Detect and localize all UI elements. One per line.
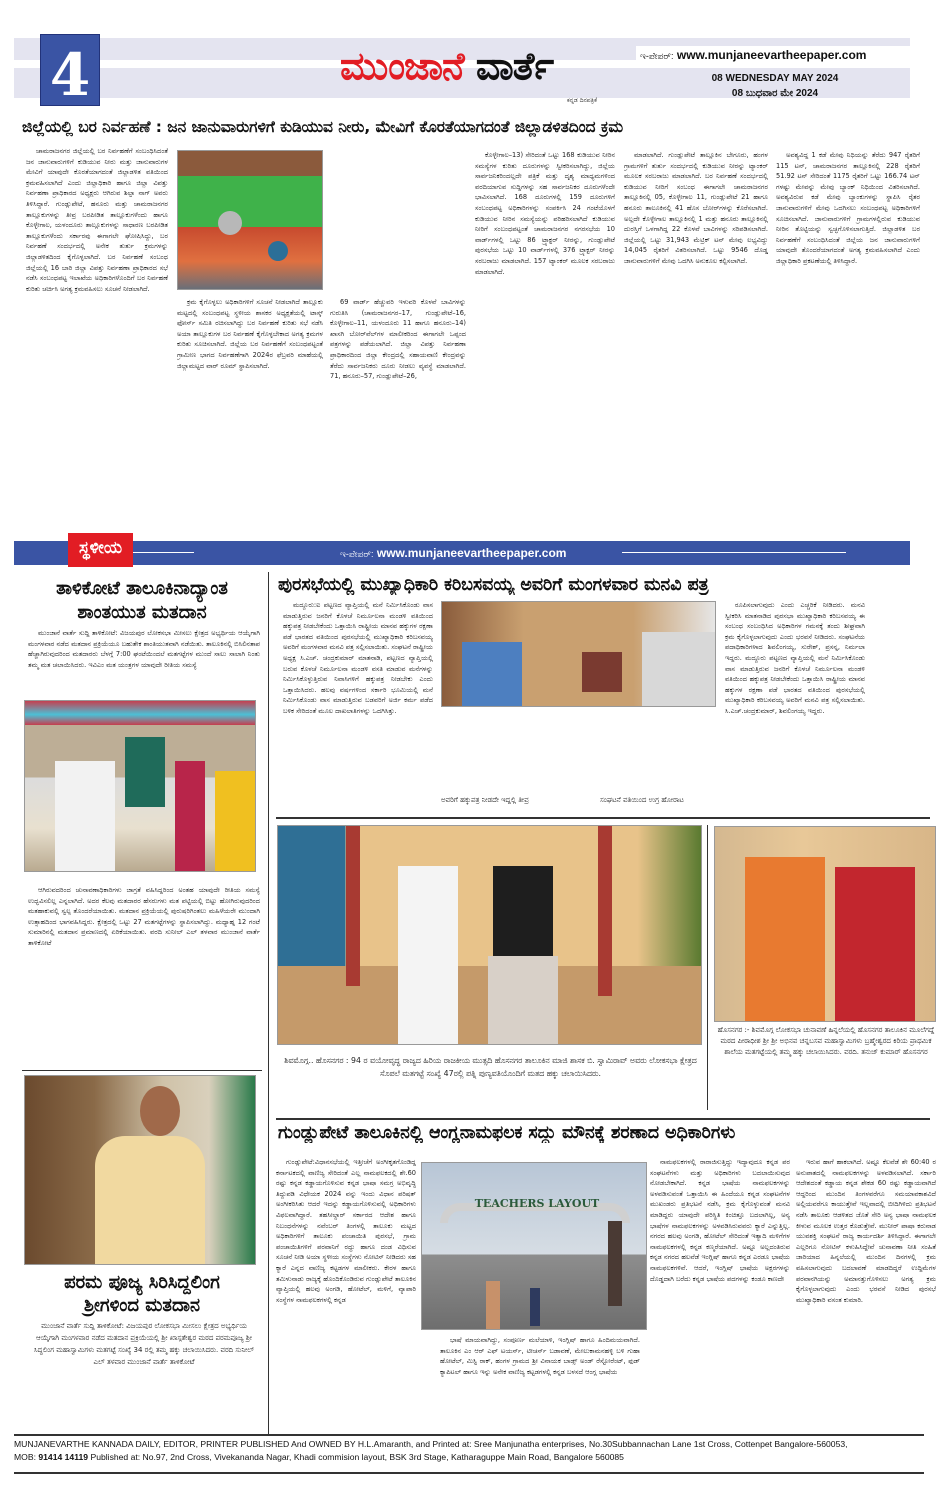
footer-rule-bottom <box>14 1472 924 1474</box>
hosanagara-caption: ಹೊಸನಗರ :- ಶಿವಮೊಗ್ಗ ಲೋಕಸಭಾ ಚುನಾವಣೆ ಹಿನ್ನಲೆಯಲ್ಲಿ ಹೊಸನಗರ ತಾಲೂಕಿನ ಮೂಲೆಗದ್ದೆ ಮಠದ ಪೀಠಾಧೀಶ ಶ್ರೀ ಶ್ರೀ ಅಭಿನವ ಚನ್ನಬಸವ ಮಹಾಸ್ವಾಮಿಗಳು ಬ್ರಹ್ಮೇಶ್ವರದ ಕಿರಿಯ ಪ್ರಾಥಮಿಕ ಶಾಲೆಯ ಮತಗಟ್ಟೆಯಲ್ಲಿ ತಮ್ಮ ಹಕ್ಕು ಚಲಾಯಿಸಿದರು. ವರದಿ. ತನುಜ್ ಕುಮಾರ್ ಹೊಸನಗರ <box>717 1026 935 1056</box>
gundlupete-column-2 <box>440 1335 640 1431</box>
lead-column-2 <box>177 297 323 528</box>
shivamogga-caption: ಶಿವಮೊಗ್ಗ.. ಹೊಸನಗರ : 94 ರ ವಯೋವೃದ್ಧ ರಾಜ್ಯದ ಹಿರಿಯ ರಾಜಕೀಯ ಮುತ್ಸದಿ ಹೊಸನಗರ ತಾಲೂಕಿನ ಮಾಜಿ ಶಾಸಕ ಬಿ. ಸ್ವಾಮಿರಾವ್ ಅವರು ಲೋಕಸಭಾ ಕ್ಷೇತ್ರದ ಸೊಪಲೆ ಮತಗಟ್ಟೆ ಸಂಖ್ಯೆ 47ರಲ್ಲಿ ಪತ್ನಿ ಪುಣ್ಯವತಿಯೊಂದಿಗೆ ಮತದ ಹಕ್ಕು ಚಲಾಯಿಸಿದರು. <box>284 1056 697 1078</box>
gundlupete-headline: ಗುಂಡ್ಲುಪೇಟೆ ತಾಲೂಕಿನಲ್ಲಿ ಆಂಗ್ಲನಾಮಫಲಕ ಸದ್ದು ಮೌನಕ್ಕೆ ಶರಣಾದ ಅಧಿಕಾರಿಗಳು <box>278 1123 736 1143</box>
youth-shape <box>493 866 553 966</box>
divider <box>276 817 930 819</box>
teachers-layout-arch-photo <box>421 1162 647 1330</box>
mob-label: MOB: <box>14 1452 36 1462</box>
lead-column-3 <box>330 297 466 528</box>
section-epaper-url: www.munjaneevartheepaper.com <box>376 546 567 560</box>
person-shape-3 <box>582 652 622 692</box>
band-gap <box>176 60 336 68</box>
footer-rule-top <box>14 1434 924 1436</box>
imprint-line-1: MUNJANEVARTHE KANNADA DAILY, EDITOR, PRINTER PUBLISHED And OWNED BY H.L.Amaranth, and Printed at: Sree Manjunatha enterprises, No.30Subbannachan Lane 1st Cross, Cottenpet Bangalore-560053, <box>14 1439 848 1449</box>
column-divider <box>268 572 269 1434</box>
epaper-url: www.munjaneevartheepaper.com <box>676 48 867 62</box>
person-shape-2 <box>215 771 255 871</box>
purasabhe-column-1 <box>283 600 433 800</box>
gundlupete-col2-text: ಭಾಷೆ ಮಾಯವಾಗಿದ್ದು, ಸಂಪೂರ್ಣ ಮಲೆಯಾಳಿ, ಇಂಗ್ಲಿಷ್ ಹಾಗೂ ಹಿಂದಿಮಯವಾಗಿದೆ. ತಾಲೂಕಿನ ಎಂ ಆರ್ ಎಫ್ ಟಯರ್ಸ್, ಟೀಚರ್ಸ್ ಬಡಾವಣೆ, ಮೇಲುಕಾಮನಹಳ್ಳಿ ಬಳಿ ಗುಹಾ ಹೋಟೆಲ್, ಮಿಸ್ಟಿ ರಾಕ್, ಹಂಗಳ ಗ್ರಾಮದ ಶ್ರೀ ವಿನಾಯಕ ಬಾಡ್ಸ್ ಅಂಡ್ ರೆಸ್ಟೋರೆಂಟ್, ಫುಡ್ ಕ್ಯಾಪಿಟಲ್ ಹಾಗೂ ಇನ್ನು ಅನೇಕ ವಾಣಿಜ್ಯ ಕಟ್ಟಡಗಳಲ್ಲಿ ಕನ್ನಡ ಬಳಸದೆ ಆಂಗ್ಲ ಭಾಷೆಯ <box>440 1336 640 1376</box>
gundlupete-col4-text: ಇರುವ ಹಾಗೆ ಹಾಕಲಾಗಿದೆ. ಅಷ್ಟೂ ಕೆಲವೆಡೆ ಶೇ 60:40 ರ ಅನುಪಾತದಲ್ಲಿ ನಾಮಫಲಕಗಳನ್ನು ಅಳವಡಿಸಲಾಗಿದೆ. ಸರ್ಕಾರಿ ಆದೇಶದಂತೆ ಕಡ್ಡಾಯ ಕನ್ನಡ ಶೇಕಡ 60 ರಷ್ಟು ಕಡ್ಡಾಯವಾಗಿದೆ ಆದ್ದರಿಂದ ಮುಂದಿನ ತಿಂಗಳವರೆಗೂ ಸಮಯಾವಕಾಶವಿದೆ ಅಲ್ಲಿಯವರೆಗೂ ಕಾಯುತ್ತೇವೆ ಇಲ್ಲವಾದಲ್ಲಿ ಬೀದಿಗಿಳಿದು ಪ್ರತಿಭಟನೆ ನಡೆಸಿ ತಾಲೂಕು ಆಡಳಿತದ ಜೊತೆ ಸೇರಿ ಅನ್ಯ ಭಾಷಾ ನಾಮಫಲಕ ಕೀಳುವ ಮೂಲಕ ಉತ್ತರ ಕೊಡುತ್ತೇವೆ. ಮುನೀರ್ ಪಾಷಾ ಕರುನಾಡ ಯುವಶಕ್ತಿ ಸಂಘಟನೆ ರಾಜ್ಯ ಕಾರ್ಯದರ್ಶಿ ತಿಳಿಸಿದ್ದಾರೆ. ಈಗಾಗಲೇ ಎಲ್ಲರಿಗೂ ನೋಟಿಸ್ ಕಳುಹಿಸಿದ್ದೇವೆ ಚುನಾವಣಾ ನೀತಿ ಸಂಹಿತೆ ಜಾರಿಯಾದ ಹಿನ್ನಲೆಯಲ್ಲಿ ಮುಂದಿನ ದಿನಗಳಲ್ಲಿ ಕ್ರಮ ವಹಿಸಲಾಗುವುದು ಬದಲಾವಣೆ ಮಾಡದಿದ್ದರೆ ಉದ್ದಿಮೆಗಳ ಪರವಾನಗಿಯನ್ನು ಅಮಾನತ್ತುಗೊಳಿಸಲು ಅಗತ್ಯ ಕ್ರಮ ಕೈಗೊಳ್ಳಲಾಗುವುದು ಎಂದು ಭರವಸೆ ನೀಡಿದ ಪುರಸಭೆ ಮುಖ್ಯಾಧಿಕಾರಿ ವಸಂತ ಕುಮಾರಿ. <box>796 1158 936 1304</box>
siddalinga-headline-2: ಶ್ರೀಗಳಿಂದ ಮತದಾನ <box>84 1295 200 1316</box>
purasabhe-column-2 <box>725 600 865 800</box>
wheelchair-shape <box>488 956 558 1045</box>
gate-pillar <box>486 1281 500 1330</box>
lead-col6-text: ಅವಶ್ಯವಿದ್ದ 1 ಕಡೆ ಮೇವು ನಿಧಿಯನ್ನು ತೆರೆದು 947 ರೈತರಿಗೆ 115 ಟನ್, ಚಾಮರಾಜನಗರ ತಾಲ್ಲೂಕಿನಲ್ಲಿ 228 ರೈತರಿಗೆ 51.92 ಟನ್ ಸೇರಿದಂತೆ 1175 ರೈತರಿಗೆ ಒಟ್ಟು 166.74 ಟನ್ ಗಳಷ್ಟು ಮೇವನ್ನು ಮೇವು ಬ್ಯಾಂಕ್ ನಿಧಿಯಿಂದ ವಿತರಿಸಲಾಗಿದೆ. ಅವಶ್ಯವಿರುವ ಕಡೆ ಮೇವು ಬ್ಯಾಂಕುಗಳನ್ನು ಸ್ಥಾಪಿಸಿ ರೈತರ ಜಾನುವಾರುಗಳಿಗೆ ಮೇವು ಒದಗಿಸಲು ಸಂಬಂಧಪಟ್ಟ ಅಧಿಕಾರಿಗಳಿಗೆ ಸೂಚಿಸಲಾಗಿದೆ. ಜಾನುವಾರುಗಳಿಗೆ ಗ್ರಾಮಗಳಲ್ಲಿರುವ ಕುಡಿಯುವ ನೀರಿನ ತೊಟ್ಟಿಯನ್ನು ಸ್ವಚ್ಛಗೊಳಿಸಲಾಗುತ್ತಿದೆ. ಜಿಲ್ಲಾಡಳಿತ ಬರ ನಿರ್ವಹಣೆಗೆ ಸಂಬಂಧಿಸಿದಂತೆ ಜಿಲ್ಲೆಯ ಜನ ಜಾನುವಾರುಗಳಿಗೆ ಯಾವುದೇ ತೊಂದರೆಯಾಗದಂತೆ ಅಗತ್ಯ ಕ್ರಮವಹಿಸಲಾಗಿದೆ ಎಂದು ಜಿಲ್ಲಾಧಿಕಾರಿ ಪ್ರಕಟಣೆಯಲ್ಲಿ ತಿಳಿಸಿದ್ದಾರೆ. <box>776 151 920 265</box>
memorandum-handover-photo <box>441 601 716 707</box>
lead-col5-text: ಮಾಡಲಾಗಿದೆ. ಗುಂಡ್ಲುಪೇಟೆ ತಾಲ್ಲೂಕಿನ ಬೇಗೂರು, ಹಂಗಳ ಗ್ರಾಮಗಳಿಗೆ ತುರ್ತು ಸಂದರ್ಭದಲ್ಲಿ ಕುಡಿಯುವ ನೀರನ್ನು ಟ್ಯಾಂಕರ್ ಮೂಲಕ ಸರಬರಾಜು ಮಾಡಲಾಗಿದೆ. ಬರ ನಿರ್ವಹಣೆ ಸಂದರ್ಭದಲ್ಲಿ ಕುಡಿಯುವ ನೀರಿಗೆ ಸಂಬಂಧ ಈಗಾಗಲೇ ಚಾಮರಾಜನಗರ ತಾಲ್ಲೂಕಿನಲ್ಲಿ 05, ಕೊಳ್ಳೇಗಾಲ 11, ಗುಂಡ್ಲುಪೇಟೆ 21 ಹಾಗೂ ಹನೂರು ತಾಲೂಕಿನಲ್ಲಿ 41 ಹೊಸ ಬೋರ್‌ಗಳನ್ನು ಕೊರೆಸಲಾಗಿದೆ. ಅಲ್ಲದೇ ಕೊಳ್ಳೇಗಾಲ ತಾಲ್ಲೂಕಿನಲ್ಲಿ 1 ಮತ್ತು ಹನೂರು ತಾಲ್ಲೂಕಿನಲ್ಲಿ ದುರಸ್ತಿಗೆ ಒಳಗಾಗಿದ್ದ 22 ಕೊಳವೆ ಬಾವಿಗಳನ್ನು ಸರಿಪಡಿಸಲಾಗಿದೆ. ಜಿಲ್ಲೆಯಲ್ಲಿ ಒಟ್ಟು 31,943 ಮೆಟ್ರಿಕ್ ಟನ್ ಮೇವು ಲಭ್ಯವಿದ್ದು 14,045 ರೈತರಿಗೆ ವಿತರಿಸಲಾಗಿದೆ. ಒಟ್ಟು 9546 ದೊಡ್ಡ ಜಾನುವಾರುಗಳಿಗೆ ಮೇವು ಒದಗಿಸಿ ಅನುಕೂಲ ಕಲ್ಪಿಸಲಾಗಿದೆ. <box>624 151 768 265</box>
pot-shape-2 <box>268 241 288 261</box>
masthead-tagline: ಕನ್ನಡ ದಿನಪತ್ರಿಕೆ <box>567 97 598 104</box>
siddalinga-body-text: ಮುಂಜಾನೆ ವಾರ್ತೆ ಸುದ್ದಿ ತಾಳಿಕೋಟೆ: ವಿಜಯಪುರ ಲೋಕಸಭಾ ಮೀಸಲು ಕ್ಷೇತ್ರದ ಅಭ್ಯರ್ಥಿಯ ಆಯ್ಕೆಗಾಗಿ ಮಂಗಳವಾರ ನಡೆದ ಮತದಾನ ಪ್ರಕ್ರಿಯೆಯಲ್ಲಿ ಶ್ರೀ ಖಾಸ್ಗತೇಶ್ವರ ಮಠದ ಪರಮಪೂಜ್ಯ ಶ್ರೀ ಸಿದ್ಧಲಿಂಗ ಮಹಾಸ್ವಾಮಿಗಳು ಮತಗಟ್ಟೆ ಸಂಖ್ಯೆ 34 ರಲ್ಲಿ ತಮ್ಮ ಹಕ್ಕು ಚಲಾಯಿಸಿದರು. ವರದಿ ಸುನೀಲ್ ಎಲ್ ತಳವಾರ ಮುಂಜಾನೆ ವಾರ್ತೆ ತಾಳಿಕೋಟೆ <box>33 1322 255 1366</box>
purasabhe-caption-left: ಅವರಿಗೆ ಹಕ್ಕುಪತ್ರ ನೀಡದೇ ಇದ್ದಲ್ಲಿ ತೀವ್ರ <box>441 796 529 804</box>
lead-column-5 <box>624 150 768 528</box>
siddalinga-body <box>30 1320 258 1420</box>
talikote-body <box>28 885 260 1061</box>
doorway-shape <box>125 737 165 807</box>
date-english: 08 WEDNESDAY MAY 2024 <box>711 73 839 84</box>
talikote-headline-2: ಶಾಂತಯುತ ಮತದಾನ <box>77 602 207 623</box>
lead-col4-text: ಕೊಳ್ಳೇಗಾಲ–13) ಸೇರಿದಂತೆ ಒಟ್ಟು 168 ಕುಡಿಯುವ ನೀರಿನ ಸಮಸ್ಯೆಗಳ ಕುರಿತು ದೂರುಗಳನ್ನು ಸ್ವೀಕರಿಸಲಾಗಿದ್ದು, ಜಿಲ್ಲೆಯ ಸಾರ್ವಜನಿಕರಿಂದಲ್ಲದೇ ಪತ್ರಿಕೆ ಮತ್ತು ದೃಶ್ಯ ಮಾಧ್ಯಮಗಳಿಂದ ವರದಿಯಾಗುವ ಸುದ್ದಿಗಳನ್ನು ಸಹ ಸಾರ್ವಜನಿಕರ ದೂರುಗಳೆಂದೇ ಭಾವಿಸಲಾಗಿದೆ. 168 ದೂರುಗಳಲ್ಲಿ 159 ದೂರುಗಳಿಗೆ ಸಂಬಂಧಪಟ್ಟ ಅಧಿಕಾರಿಗಳನ್ನು ಸಂಪರ್ಕಿಸಿ 24 ಗಂಟೆಯೊಳಗೆ ಕುಡಿಯುವ ನೀರಿನ ಸಮಸ್ಯೆಯನ್ನು ಪರಿಹರಿಸಲಾಗಿದೆ ಕುಡಿಯುವ ನೀರಿಗೆ ಸಂಬಂಧಪಟ್ಟಂತೆ ಚಾಮರಾಜನಗರ ನಗರಸಭೆಯ 10 ವಾರ್ಡ್‌ಗಳಲ್ಲಿ ಒಟ್ಟು 86 ಟ್ರ್ಯಾಕ್ಟರ್ ನೀರನ್ನು, ಗುಂಡ್ಲುಪೇಟೆ ಪುರಸಭೆಯ ಒಟ್ಟು 10 ವಾರ್ಡ್‌ಗಳಲ್ಲಿ 376 ಟ್ರ್ಯಾಕ್ಟರ್ ನೀರನ್ನು ಸರಬರಾಜು ಮಾಡಲಾಗಿದೆ. 157 ಟ್ಯಾಂಕರ್ ಮೂಲಕ ಸರಬರಾಜು ಮಾಡಲಾಗಿದೆ. <box>475 151 615 276</box>
talikote-body-text: ಆಗಿರುವದರಿಂದ ಚುನಾವಣಾಧಿಕಾರಿಗಳು ಜಾಗ್ರತೆ ವಹಿಸಿದ್ದರಿಂದ ಅಂತಹ ಯಾವುದೇ ರೀತಿಯ ಸಮಸ್ಯೆ ಉದ್ಭವಿಸಲಿಲ್ಲ ಎನ್ನಲಾಗಿದೆ. ಅದರ ಕೆಲವು ಮತದಾರರ ಹೆಸರುಗಳು ಮತ ಪಟ್ಟಿಯಲ್ಲಿ ಬಿಟ್ಟು ಹೋಗಿರುವುದರಿಂದ ಮತಹಾಕುವಲ್ಲಿ ಸ್ವಲ್ಪ ತೊಂದರೆಯಾಯಿತು. ಮತದಾನ ಪ್ರಕ್ರಿಯೆಯಲ್ಲಿ ಪುರುಷರಿಗಿಂತಲು ಮಹಿಳೆಯರೇ ಮುಂದಾಗಿ ಉತ್ಸಾಹದಿಂದ ಭಾಗವಹಿಸಿದ್ದರು. ಕ್ಷೇತ್ರದಲ್ಲಿ ಒಟ್ಟು 27 ಮತಗಟ್ಟೆಗಳನ್ನು ಸ್ಥಾಪಿಸಲಾಗಿದ್ದು. ಮಧ್ಯಾಹ್ನ 12 ಗಂಟೆ ಸುಮಾರಿನಲ್ಲಿ ಮತದಾನ ಪ್ರಮಾಣದಲ್ಲಿ ಏರಿಕೆಯಾಯಿತು. ವರದಿ ಸುನೀಲ್ ಎಲ್ ತಳವಾರ ಮುಂಜಾನೆ ವಾರ್ತೆ ತಾಳಿಕೋಟೆ <box>28 886 260 947</box>
date-kannada: 08 ಬುಧವಾರ ಮೇ 2024 <box>731 88 819 99</box>
gundlupete-column-3 <box>650 1157 790 1429</box>
lead-column-6 <box>776 150 920 528</box>
person-shape <box>175 761 205 871</box>
imprint-footer <box>14 1438 934 1464</box>
logo-part-1: ಮುಂಜಾನೆ <box>340 44 464 88</box>
bar-line-right <box>622 552 846 553</box>
person-shape <box>835 867 915 1022</box>
swamiji-shape <box>745 857 825 1022</box>
person-shape-2 <box>642 632 716 707</box>
lead-col3-text: 69 ವಾರ್ಡ್ ಹೆಚ್ಚುವರಿ ಇಳುವರಿ ಕೊಳವೆ ಬಾವಿಗಳನ್ನು ಗುರುತಿಸಿ (ಚಾಮರಾಜನಗರ–17, ಗುಂಡ್ಲುಪೇಟೆ–16, ಕೊಳ್ಳೇಗಾಲ–11, ಯಳಂದೂರು 11 ಹಾಗೂ ಹನೂರು–14) ಖಾಸಗಿ ಬೋರ್‌ವೆಲ್‌ಗಳ ಮಾಲೀಕರಿಂದ ಈಗಾಗಲೇ ಒಪ್ಪಂದ ಪತ್ರಗಳನ್ನು ಪಡೆಯಲಾಗಿದೆ. ಜಿಲ್ಲಾ ವಿಪತ್ತು ನಿರ್ವಹಣಾ ಪ್ರಾಧಿಕಾರದಿಂದ ಜಿಲ್ಲಾ ಕೇಂದ್ರದಲ್ಲಿ ಸಹಾಯವಾಣಿ ಕೇಂದ್ರವನ್ನು ತೆರೆದು ಸಾರ್ವಜನಿಕರು ದೂರು ನೀಡಲು ವ್ಯವಸ್ಥೆ ಮಾಡಲಾಗಿದೆ. 71, ಹನೂರು–57, ಗುಂಡ್ಲುಪೇಟೆ–26, <box>330 298 466 381</box>
section-epaper-label: ಇ-ಪೇಪರ್: <box>340 549 374 559</box>
lead-column-4 <box>475 150 615 528</box>
lead-col1-text: ಚಾಮರಾಜನಗರ ಜಿಲ್ಲೆಯಲ್ಲಿ ಬರ ನಿರ್ವಹಣೆಗೆ ಸಂಬಂಧಿಸಿದಂತೆ ಜನ ಜಾನುವಾರುಗಳಿಗೆ ಕುಡಿಯುವ ನೀರು ಮತ್ತು ಜಾನುವಾರುಗಳ ಮೇವಿಗೆ ಯಾವುದೇ ಕೊರತೆಯಾಗದಂತೆ ಜಿಲ್ಲಾಡಳಿತ ವತಿಯಿಂದ ಕ್ರಮವಹಿಸಲಾಗಿದೆ ಎಂದು ಜಿಲ್ಲಾಧಿಕಾರಿ ಹಾಗೂ ಜಿಲ್ಲಾ ವಿಪತ್ತು ನಿರ್ವಹಣಾ ಪ್ರಾಧಿಕಾರದ ಅಧ್ಯಕ್ಷರು ಆಗಿರುವ ಶಿಲ್ಪಾ ನಾಗ್ ಅವರು ತಿಳಿಸಿದ್ದಾರೆ. ಗುಂಡ್ಲುಪೇಟೆ, ಹನೂರು ಮತ್ತು ಚಾಮರಾಜನಗರ ತಾಲ್ಲೂಕುಗಳನ್ನು ತೀವ್ರ ಬರಪೀಡಿತ ತಾಲ್ಲೂಕುಗಳೆಂದು ಹಾಗೂ ಕೊಳ್ಳೇಗಾಲ, ಯಳಂದೂರು ತಾಲ್ಲೂಕುಗಳನ್ನು ಸಾಧಾರಣ ಬರಪೀಡಿತ ತಾಲ್ಲೂಕುಗಳೆಂದು ಸರ್ಕಾರವು ಈಗಾಗಲೇ ಘೋಷಿಸಿದ್ದು, ಬರ ನಿರ್ವಹಣೆ ಸಂದರ್ಭದಲ್ಲಿ ಅನೇಕ ತುರ್ತು ಕ್ರಮಗಳನ್ನು ಜಿಲ್ಲಾಡಳಿತದಿಂದ ಕೈಗೊಳ್ಳಲಾಗಿದೆ. ಬರ ನಿರ್ವಹಣೆ ಸಂಬಂಧ ಜಿಲ್ಲೆಯಲ್ಲಿ 16 ಬಾರಿ ಜಿಲ್ಲಾ ವಿಪತ್ತು ನಿರ್ವಹಣಾ ಪ್ರಾಧಿಕಾರದ ಸಭೆ ನಡೆಸಿ ಸಂಬಂಧಪಟ್ಟ ಇಲಾಖೆಯ ಅಧಿಕಾರಿಗಳೊಂದಿಗೆ ಬರ ನಿರ್ವಹಣೆ ಕುರಿತು ಚರ್ಚಿಸಿ ಅಗತ್ಯ ಕ್ರಮವಹಿಸಲು ಸೂಚನೆ ನೀಡಲಾಗಿದೆ. <box>26 147 168 293</box>
lead-headline: ಜಿಲ್ಲೆಯಲ್ಲಿ ಬರ ನಿರ್ವಹಣೆ : ಜನ ಜಾನುವಾರುಗಳಿಗೆ ಕುಡಿಯುವ ನೀರು, ಮೇವಿಗೆ ಕೊರತೆಯಾಗದಂತೆ ಜಿಲ್ಲಾಡಳಿತದಿಂದ ಕ್ರಮ <box>22 118 624 136</box>
masthead-epaper-link[interactable] <box>636 46 910 64</box>
section-label-local: ಸ್ಥಳೀಯ <box>68 533 133 567</box>
arch-sign-text: TEACHERS LAYOUT <box>474 1197 600 1210</box>
section-epaper-link[interactable] <box>340 546 566 560</box>
pot-shape <box>218 211 242 235</box>
gundlupete-col3-text: ನಾಮಫಲಕಗಳಲ್ಲಿ ರಾರಾಜಿಸುತ್ತಿದ್ದು ಇದ್ಯಾವುದೂ ಕನ್ನಡ ಪರ ಸಂಘಟನೆಗಳು ಮತ್ತು ಅಧಿಕಾರಿಗಳು ಬದಲಾಯಿಸುವುದ ನೋಡಬೇಕಾಗಿದೆ. ಕನ್ನಡ ಭಾಷೆಯ ನಾಮಫಲಕಗಳನ್ನು ಅಳವಡಿಸುವಂತೆ ಒತ್ತಾಯಿಸಿ ಈ ಹಿಂದೆಯೂ ಕನ್ನಡ ಸಂಘಟನೆಗಳ ಮುಖಂಡರು ಪ್ರತಿಭಟನೆ ನಡೆಸಿ, ಕ್ರಮ ಕೈಗೊಳ್ಳುವಂತೆ ಮನವಿ ಮಾಡಿದ್ದರು ಯಾವುದೇ ಪರಿಸ್ಥಿತಿ ಕಿಂಚಿತ್ತೂ ಬದಲಾಗಿಲ್ಲ, ಅನ್ಯ ಭಾಷೆಗಳ ನಾಮಫಲಕಗಳನ್ನು ಅಳವಡಿಸಿರುವವರು ಕ್ಯಾರೆ ಎನ್ನುತ್ತಿಲ್ಲ. ನಗರದ ಹಲವು ಅಂಗಡಿ, ಹೋಟೆಲ್ ಸೇರಿದಂತೆ ಇತ್ಯಾದಿ ಮಳಿಗೆಗಳ ನಾಮಫಲಕಗಳಲ್ಲಿ ಕನ್ನಡ ಕಣ್ಮರೆಯಾಗಿದೆ. ಅಷ್ಟೂ ಅಲ್ಲದಂತಿರುವ ಕನ್ನಡ ನಗರದ ಹಲವೆಡೆ ಇಂಗ್ಲಿಷ್ ಹಾಗೂ ಕನ್ನಡ ಎರಡೂ ಭಾಷೆಯ ನಾಮಫಲಕಗಳಿವೆ. ಆದರೆ, ಇಂಗ್ಲಿಷ್ ಭಾಷೆಯ ಅಕ್ಷರಗಳನ್ನು ದೊಡ್ಡದಾಗಿ ಬರೆದು ಕನ್ನಡ ಭಾಷೆಯ ಪದಗಳನ್ನು ಕಂಡೂ ಕಾಣದೇ <box>650 1158 790 1283</box>
arch-pillar <box>608 1221 622 1306</box>
siddalinga-headline-1: ಪರಮ ಪೂಜ್ಯ ಸಿರಿಸಿದ್ದಲಿಂಗ <box>64 1272 220 1293</box>
column-divider <box>707 825 708 1110</box>
gundlupete-column-1 <box>276 1157 416 1429</box>
page-number-badge: 4 <box>40 34 100 106</box>
person-shape-3 <box>55 761 115 871</box>
epaper-label: ಇ-ಪೇಪರ್: <box>640 51 674 61</box>
purasabhe-col2-text: ರೂಪಿಸಲಾಗುವುದು ಎಂದು ಎಚ್ಚರಿಕೆ ನೀಡಿದರು. ಮನವಿ ಸ್ವೀಕರಿಸಿ ಮಾತನಾಡಿದ ಪುರಸಭಾ ಮುಖ್ಯಾಧಿಕಾರಿ ಕರಿಬಸವಯ್ಯ ಈ ಸಂಬಂಧ ಸಂಬಂಧಿಸಿದ ಅಧಿಕಾರಿಗಳ ಗಮನಕ್ಕೆ ತಂದು ಶೀಘ್ರವಾಗಿ ಕ್ರಮ ಕೈಗೊಳ್ಳಲಾಗುವುದು ಎಂದು ಭರವಸೆ ನೀಡಿದರು. ಸಂಘಟನೆಯ ಪದಾಧಿಕಾರಿಗಳಾದ ಶಿವಲಿಂಗಯ್ಯ, ಸುರೇಶ್, ಪ್ರಸನ್ನ, ನಿರ್ಮಲಾ ಇದ್ದರು. ಮದ್ದೂರು ಪಟ್ಟಣದ ವ್ಯಾಪ್ತಿಯಲ್ಲಿ ಮನೆ ನಿರ್ಮಿಸಿಕೊಂಡು ವಾಸ ಮಾಡುತ್ತಿರುವ ಜನರಿಗೆ ಕೊಳಚೆ ನಿರ್ಮೂಲನಾ ಮಂಡಳಿ ವತಿಯಿಂದ ಹಕ್ಕುಪತ್ರ ನೀಡಬೇಕೆಂದು ಒತ್ತಾಯಿಸಿ ರಾಷ್ಟ್ರೀಯ ಮಾನವ ಹಕ್ಕುಗಳ ರಕ್ಷಣಾ ಪಡೆ ಭಾರತದ ವತಿಯಿಂದ ಪುರಸಭೆಯಲ್ಲಿ ಮುಖ್ಯಾಧಿಕಾರಿ ಕರಿಬಸವಯ್ಯ ಅವರಿಗೆ ಮನವಿ ಪತ್ರ ಸಲ್ಲಿಸಲಾಯಿತು. ಸಿ.ಎಚ್.ಚಂದ್ರಕುಮಾರ್, ಶಿವಲಿಂಗಯ್ಯ ಇದ್ದರು. <box>725 601 865 715</box>
gundlupete-col1-text: ಗುಂಡ್ಲುಪೇಟೆ:ವಿಧಾನಸಭೆಯಲ್ಲಿ ಇತ್ತೀಚೆಗೆ ಅಂಗೀಕೃತಗೊಂಡಿದ್ದ ಕರ್ನಾಟಕದಲ್ಲಿ ವಾಣಿಜ್ಯ ಸೇರಿದಂತೆ ಎಲ್ಲ ನಾಮಫಲಕದಲ್ಲಿ ಶೇ.60 ರಷ್ಟು ಕನ್ನಡ ಕಡ್ಡಾಯಗೊಳಿಸುವ ಕನ್ನಡ ಭಾಷಾ ಸಮಗ್ರ ಅಭಿವೃದ್ಧಿ ತಿದ್ದುಪಡಿ ವಿಧೇಯಕ 2024 ವನ್ನು ಇಂದು ವಿಧಾನ ಪರಿಷತ್ ಅಂಗೀಕರಿಸಿತು ಆದರೆ ಇದನ್ನು ಕಡ್ಡಾಯಗೊಳಿಸುವಲ್ಲಿ ಅಧಿಕಾರಿಗಳು ವಿಫಲವಾಗಿದ್ದಾರೆ. ತಹಸೀಲ್ದಾರ್ ಸರ್ಕಾರದ ಆದೇಶ ಹಾಗೂ ನಿಬಂಧನೆಗಳನ್ನು ನವೆಂಬರ್ ತಿಂಗಳಲ್ಲಿ ತಾಲೂಕು ಮಟ್ಟದ ಅಧಿಕಾರಿಗಳಿಗೆ ತಾಲೂಕು ಪಂಚಾಯಿತಿ ಪುರಸಭೆ, ಗ್ರಾಮ ಪಂಚಾಯಿತಿಗಳಿಗೆ ಪರವಾನಿಗೆ ರದ್ದು ಹಾಗೂ ದಂಡ ವಿಧಿಸುವ ಸೂಚನೆ ನೀಡಿ ಅಯಾ ಸ್ಥಳೀಯ ಸಂಸ್ಥೆಗಳು ನೋಟಿಸ್ ನೀಡಿದರು ಸಹ ಕ್ಯಾರೆ ಎನ್ನದ ವಾಣಿಜ್ಯ ಕಟ್ಟಡಗಳ ಮಾಲೀಕರು. ಕೇರಳ ಹಾಗೂ ತಮಿಳುನಾಡು ರಾಜ್ಯಕ್ಕೆ ಹೊಂದಿಕೊಂಡಿರುವ ಗುಂಡ್ಲುಪೇಟೆ ತಾಲೂಕಿನ ವ್ಯಾಪ್ತಿಯಲ್ಲಿ ಹಲವು ಅಂಗಡಿ, ಹೋಟೆಲ್, ಮಳಿಗೆ, ವ್ಯಾಪಾರಿ ಸಂಸ್ಥೆಗಳ ನಾಮಫಲಕಗಳಲ್ಲಿ ಕನ್ನಡ <box>276 1158 416 1304</box>
gundlupete-column-4 <box>796 1157 936 1429</box>
imprint-line-2-wrap <box>14 1451 934 1464</box>
imprint-line-2: Published at: No.97, 2nd Cross, Vivekananda Nagar, Khadi commision layout, BSK 3rd Stage, Katharaguppe Main Road, Bangalore 560085 <box>90 1452 624 1462</box>
shawl-shape <box>95 1136 205 1265</box>
person-shape <box>530 1288 540 1326</box>
pillar-shape-2 <box>598 826 612 996</box>
elder-shape <box>398 866 458 1045</box>
face-shape <box>140 1086 180 1136</box>
lead-column-1 <box>26 146 168 528</box>
mob-number: 91414 14119 <box>38 1452 89 1462</box>
purasabhe-headline: ಪುರಸಭೆಯಲ್ಲಿ ಮುಖ್ಯಾಧಿಕಾರಿ ಕರಿಬಸವಯ್ಯ ಅವರಿಗೆ ಮಂಗಳವಾರ ಮನವಿ ಪತ್ರ <box>278 575 709 595</box>
lead-col2-text: ಕ್ರಮ ಕೈಗೊಳ್ಳಲು ಅಧಿಕಾರಿಗಳಿಗೆ ಸೂಚನೆ ನೀಡಲಾಗಿದೆ ತಾಲ್ಲೂಕು ಮಟ್ಟದಲ್ಲಿ ಸಂಬಂಧಪಟ್ಟ ಸ್ಥಳೀಯ ಶಾಸಕರ ಅಧ್ಯಕ್ಷತೆಯಲ್ಲಿ ಟಾಸ್ಕ್ ಫೋರ್ಸ್ ಸಮಿತಿ ರಚಿಸಲಾಗಿದ್ದು ಬರ ನಿರ್ವಹಣೆ ಕುರಿತು ಸಭೆ ನಡೆಸಿ ಅಯಾ ತಾಲ್ಲೂಕುಗಳ ಬರ ನಿರ್ವಹಣೆ ಕೈಗೊಳ್ಳಬೇಕಾದ ಅಗತ್ಯ ಕ್ರಮಗಳ ಕುರಿತು ಸೂಚಿಸಲಾಗಿದೆ. ಜಿಲ್ಲೆಯ ಬರ ನಿರ್ವಹಣೆಗೆ ಸಂಬಂಧಪಟ್ಟಂತೆ ಗ್ರಾಮೀಣ ಭಾಗದ ನಿರ್ವಹಣೆಗಾಗಿ 2024ರ ಫೆಬ್ರವರಿ ಮಾಹೆಯಲ್ಲಿ ಜಿಲ್ಲಾಮಟ್ಟದ ವಾರ್ ರೂಮ್ ಸ್ಥಾಪಿಸಲಾಗಿದೆ. <box>177 298 323 370</box>
logo-part-2: ವಾರ್ತೆ <box>475 44 554 88</box>
water-queue-photo <box>177 150 323 290</box>
talikote-intro <box>28 628 260 700</box>
talikote-intro-text: ಮುಂಜಾನೆ ವಾರ್ತೆ ಸುದ್ದಿ ತಾಳಿಕೋಟೆ: ವಿಜಯಪುರ ಲೋಕಸಭಾ ಮೀಸಲು ಕ್ಷೇತ್ರದ ಅಭ್ಯರ್ಥಿಯ ಆಯ್ಕೆಗಾಗಿ ಮಂಗಳವಾರ ನಡೆದ ಮತದಾನ ಪ್ರಕ್ರಿಯೆಯೂ ಬಹುತೇಕ ಶಾಂತಿಯುತವಾಗಿ ನಡೆಯಿತು. ತಾಲೂಕಿನಲ್ಲಿ ಬಿಸಿಲಿನತಾಪ ಹೆಚ್ಚಾಗಿರುವುದರಿಂದ ಮತದಾರರು ಬೆಳಗ್ಗೆ 7:00 ಘಂಟೆಯಿಂದಲೆ ಮತಗಟ್ಟೆಗಳ ಮುಂದೆ ಸಾಲು ಸಾಲಾಗಿ ನಿಂತು ತಮ್ಮ ಮತ ಚಲಾಯಿಸಿದರು. ಇವಿಎಂ ಮತ ಯಂತ್ರಗಳ ಯಾವುದೇ ರೀತಿಯ ಸಮಸ್ಯೆ <box>28 629 260 669</box>
newspaper-logo <box>340 44 630 94</box>
purasabhe-caption-right: ಸಂಘಟನೆ ವತಿಯಿಂದ ಉಗ್ರ ಹೋರಾಟ <box>600 796 684 804</box>
family-voting-photo <box>277 825 702 1045</box>
pillar-shape <box>346 826 360 986</box>
purasabhe-col1-text: ಮದ್ದೂರು:ಐ ಪಟ್ಟಣದ ವ್ಯಾಪ್ತಿಯಲ್ಲಿ ಮನೆ ನಿರ್ಮಿಸಿಕೊಂಡು ವಾಸ ಮಾಡುತ್ತಿರುವ ಜನರಿಗೆ ಕೊಳಚೆ ನಿರ್ಮೂಲನಾ ಮಂಡಳಿ ವತಿಯಿಂದ ಹಕ್ಕುಪತ್ರ ನೀಡಬೇಕೆಂದು ಒತ್ತಾಯಿಸಿ ರಾಷ್ಟ್ರೀಯ ಮಾನವ ಹಕ್ಕುಗಳ ರಕ್ಷಣಾ ಪಡೆ ಭಾರತದ ವತಿಯಿಂದ ಪುರಸಭೆಯಲ್ಲಿ ಮುಖ್ಯಾಧಿಕಾರಿ ಕರಿಬಸವಯ್ಯ ಅವರಿಗೆ ಮಂಗಳವಾರ ಮನವಿ ಪತ್ರ ಸಲ್ಲಿಸಲಾಯಿತು. ಸಂಘಟನೆ ರಾಷ್ಟ್ರೀಯ ಅಧ್ಯಕ್ಷ ಸಿ.ಎಚ್. ಚಂದ್ರಕುಮಾರ್ ಮಾತನಾಡಿ, ಪಟ್ಟಣದ ವ್ಯಾಪ್ತಿಯಲ್ಲಿ ಬರುವ ಕೊಳಚೆ ನಿರ್ಮೂಲನಾ ಮಂಡಳಿ ವಸತಿ ಮಾಡುವ ಮನೆಗಳನ್ನು ನಿರ್ಮಿಸಿಕೊಳ್ಳುತ್ತಿರುವ ನಿವಾಸಿಗಳಿಗೆ ಹಕ್ಕುಪತ್ರ ನೀಡಬೇಕು ಎಂದು ಒತ್ತಾಯಿಸಿದರು. ಹಲವು ವರ್ಷಗಳಿಂದ ಸರ್ಕಾರಿ ಭೂಮಿಯಲ್ಲಿ ಮನೆ ನಿರ್ಮಿಸಿಕೊಂಡು ವಾಸ ಮಾಡುತ್ತಿರುವ ಬಡವರಿಗೆ ಅರ್ಜಿ ಕರ್ಮ ಪಡೆದ ಬಳಿಕ ಸೇರಿದಂತೆ ಮೂಲ ದಾಖಲಾತಿಗಳನ್ನು ಒದಗಿಸಿತ್ತು. <box>283 601 433 715</box>
swamiji-ink-finger-photo <box>24 1075 256 1265</box>
talikote-headline-1: ತಾಳಿಕೋಟೆ ತಾಲೂಕಿನಾದ್ಯಾಂತ <box>56 578 228 599</box>
divider <box>22 1070 262 1071</box>
voters-queue-photo <box>24 700 256 872</box>
swamiji-voting-photo <box>714 826 936 1022</box>
person-shape <box>462 642 522 707</box>
divider <box>276 1118 930 1120</box>
